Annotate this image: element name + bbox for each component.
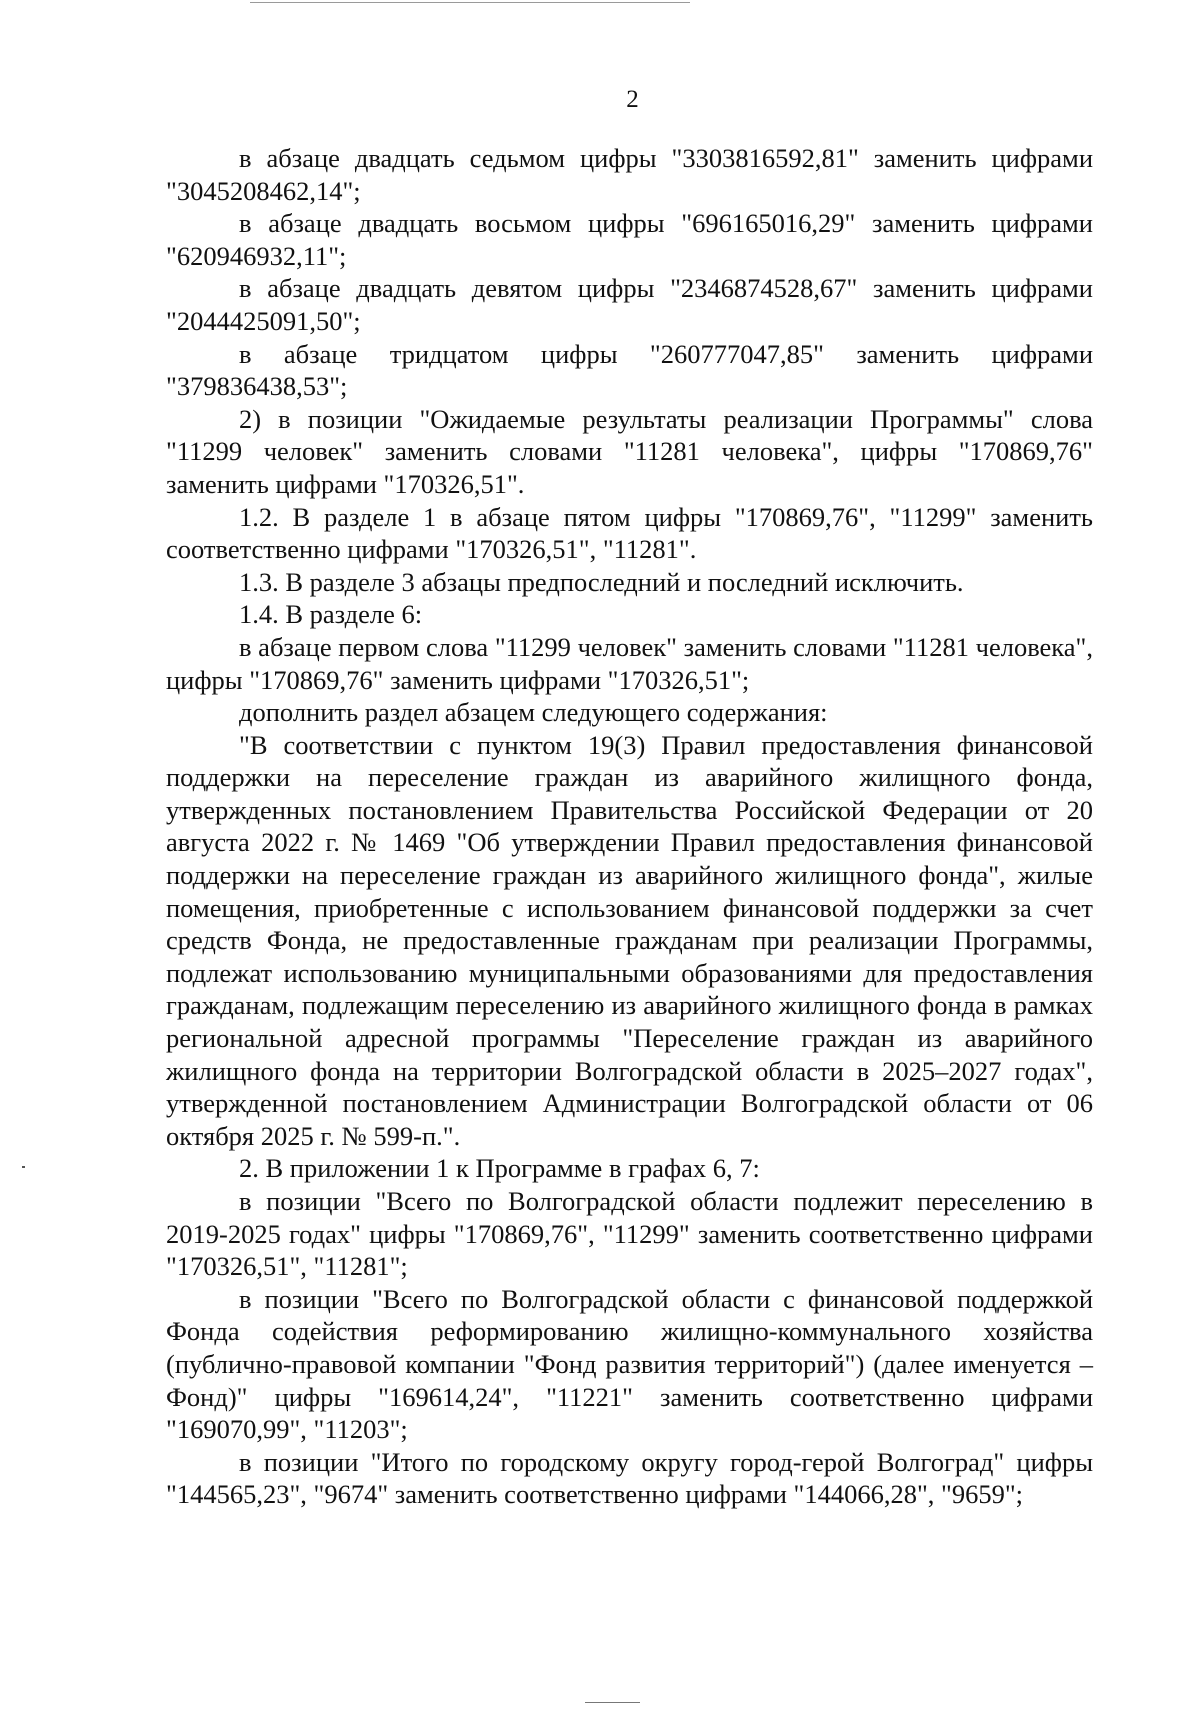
page-number: 2 <box>626 86 639 113</box>
paragraph: 1.3. В разделе 3 абзацы предпоследний и последний исключить. <box>239 566 964 597</box>
paragraph: в абзаце двадцать девятом цифры "2346874528,67" заменить цифрами "2044425091,50"; <box>166 273 1093 336</box>
paragraph: в абзаце тридцатом цифры "260777047,85" заменить цифрами "379836438,53"; <box>166 338 1093 402</box>
paragraph: 1.4. В разделе 6: <box>239 599 423 630</box>
paragraph: 1.2. В разделе 1 в абзаце пятом цифры "170869,76", "11299" заменить соответственно цифрами "170326,51", "11281". <box>166 501 1093 565</box>
paragraph: 2. В приложении 1 к Программе в графах 6, 7: <box>239 1153 760 1184</box>
paragraph: в позиции "Итого по городскому округу город-герой Волгоград" цифры "144565,23", "9674" заменить соответственно цифрами "144066,28", "9659"; <box>166 1446 1093 1510</box>
paragraph: в абзаце двадцать восьмом цифры "696165016,29" заменить цифрами "620946932,11"; <box>166 208 1093 271</box>
paragraph: в позиции "Всего по Волгоградской области подлежит переселению в 2019-2025 годах" цифры "170869,76", "11299" заменить соответственно цифрами "170326,51", "11281"; <box>166 1186 1093 1282</box>
document-body <box>166 142 1093 1511</box>
paragraph: в абзаце первом слова "11299 человек" заменить словами "11281 человека", цифры "170869,76" заменить цифрами "170326,51"; <box>166 631 1093 695</box>
scan-artifact-top <box>250 2 690 3</box>
scan-artifact-left <box>22 1166 25 1168</box>
paragraph: дополнить раздел абзацем следующего содержания: <box>239 697 828 728</box>
paragraph: в абзаце двадцать седьмом цифры "3303816592,81" заменить цифрами "3045208462,14"; <box>166 143 1093 206</box>
paragraph: в позиции "Всего по Волгоградской области с финансовой поддержкой Фонда содействия реформированию жилищно-коммунального хозяйства (публично-правовой компании "Фонд развития территорий") (далее именуется – Фонд)" цифры "169614,24", "11221" заменить соответственно цифрами "169070,99", "11203"; <box>166 1283 1093 1445</box>
quoted-paragraph: "В соответствии с пунктом 19(3) Правил предоставления финансовой поддержки на переселение граждан из аварийного жилищного фонда, утвержденных постановлением Правительства Российской Федерации от 20 августа 2022 г. № 1469 "Об утверждении Правил предоставления финансовой поддержки на переселение граждан из аварийного жилищного фонда", жилые помещения, приобретенные с использованием финансовой поддержки за счет средств Фонда, не предоставленные гражданам при реализации Программы, подлежат использованию муниципальными образованиями для предоставления гражданам, подлежащим переселению из аварийного жилищного фонда в рамках региональной адресной программы "Переселение граждан из аварийного жилищного фонда на территории Волгоградской области в 2025–2027 годах", утвержденной постановлением Администрации Волгоградской области от 06 октября 2025 г. № 599-п.". <box>166 729 1093 1151</box>
paragraph: 2) в позиции "Ожидаемые результаты реализации Программы" слова "11299 человек" заменить словами "11281 человека", цифры "170869,76" заменить цифрами "170326,51". <box>166 403 1093 499</box>
scan-artifact-bottom <box>585 1702 640 1703</box>
